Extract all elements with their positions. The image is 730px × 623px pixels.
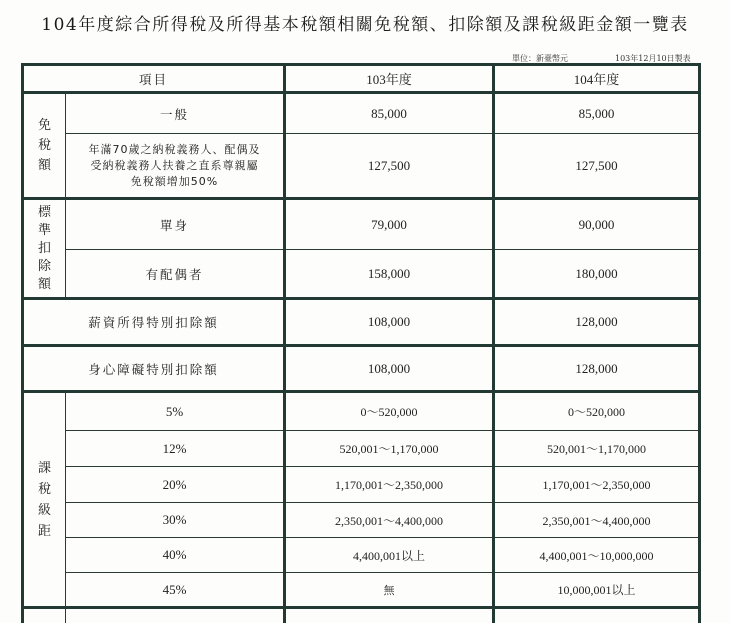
item-line: 受納稅義務人扶養之直系尊親屬	[90, 158, 259, 172]
label-char: 稅	[37, 481, 51, 497]
bracket-range-103: 1,170,001～2,350,000	[334, 478, 443, 492]
group-label-tax-brackets	[24, 393, 65, 606]
value-104: 90,000	[578, 216, 615, 232]
value-103: 127,500	[367, 157, 411, 173]
group-label-exemption	[24, 94, 65, 197]
label-char: 稅	[37, 137, 51, 153]
bracket-range-104: 10,000,001以上	[557, 583, 636, 597]
row-item-general: 一般	[159, 106, 189, 122]
document-title: 104年度綜合所得稅及所得基本稅額相關免稅額、扣除額及課稅級距金額一覽表	[41, 15, 689, 35]
row-item-married: 有配偶者	[145, 266, 204, 282]
item-line: 免稅額增加50%	[130, 174, 219, 188]
bracket-range-103: 0～520,000	[360, 405, 418, 419]
value-103: 108,000	[367, 360, 411, 376]
bracket-range-104: 520,001～1,170,000	[546, 442, 646, 456]
label-char: 除	[37, 258, 51, 274]
value-103: 85,000	[371, 105, 407, 121]
bracket-range-104: 4,400,001～10,000,000	[539, 548, 654, 563]
bracket-rate: 30%	[162, 512, 187, 527]
label-char: 課	[37, 460, 51, 476]
value-104: 85,000	[578, 105, 615, 121]
value-104: 180,000	[575, 265, 618, 281]
item-line: 年滿70歲之納稅義務人、配偶及	[88, 142, 261, 156]
bracket-range-104: 2,350,001～4,400,000	[542, 513, 651, 528]
value-104: 127,500	[575, 157, 618, 173]
prepared-date: 103年12月10日製表	[615, 54, 691, 63]
row-item-single: 單身	[159, 217, 189, 233]
value-103: 158,000	[367, 265, 411, 281]
label-char: 準	[37, 222, 51, 238]
label-char: 額	[37, 157, 51, 173]
bracket-range-103: 無	[383, 584, 395, 597]
label-char: 額	[37, 276, 51, 292]
bracket-rate: 45%	[162, 581, 187, 597]
label-char: 距	[37, 523, 51, 539]
label-char: 免	[37, 117, 51, 133]
label-char: 標	[37, 204, 51, 220]
label-char: 扣	[37, 240, 51, 256]
bracket-rate: 12%	[162, 440, 187, 456]
tax-table	[21, 63, 701, 623]
bracket-range-103: 2,350,001～4,400,000	[334, 513, 443, 528]
row-item-salary-deduction: 薪資所得特別扣除額	[88, 315, 219, 330]
header-item: 項目	[138, 71, 168, 87]
row-item-senior	[66, 134, 283, 197]
currency-unit: 單位：新臺幣元	[512, 54, 568, 63]
section-divider	[21, 606, 701, 609]
bracket-rate: 20%	[162, 476, 187, 492]
label-char: 級	[37, 502, 51, 518]
value-103: 79,000	[371, 216, 407, 232]
row-item-disability-deduction: 身心障礙特別扣除額	[88, 361, 219, 377]
header-year-104: 104年度	[573, 72, 620, 87]
bracket-rate: 40%	[162, 547, 187, 562]
bracket-rate: 5%	[165, 403, 184, 419]
value-104: 128,000	[575, 360, 618, 376]
value-103: 108,000	[367, 314, 411, 329]
bracket-range-103: 4,400,001以上	[352, 548, 425, 563]
header-year-103: 103年度	[366, 72, 412, 87]
bracket-range-104: 0～520,000	[567, 405, 625, 419]
table-border-right	[698, 63, 701, 623]
group-label-standard-deduction	[24, 200, 65, 297]
value-104: 128,000	[575, 314, 618, 329]
bracket-range-104: 1,170,001～2,350,000	[542, 478, 651, 492]
bracket-range-103: 520,001～1,170,000	[339, 442, 439, 456]
